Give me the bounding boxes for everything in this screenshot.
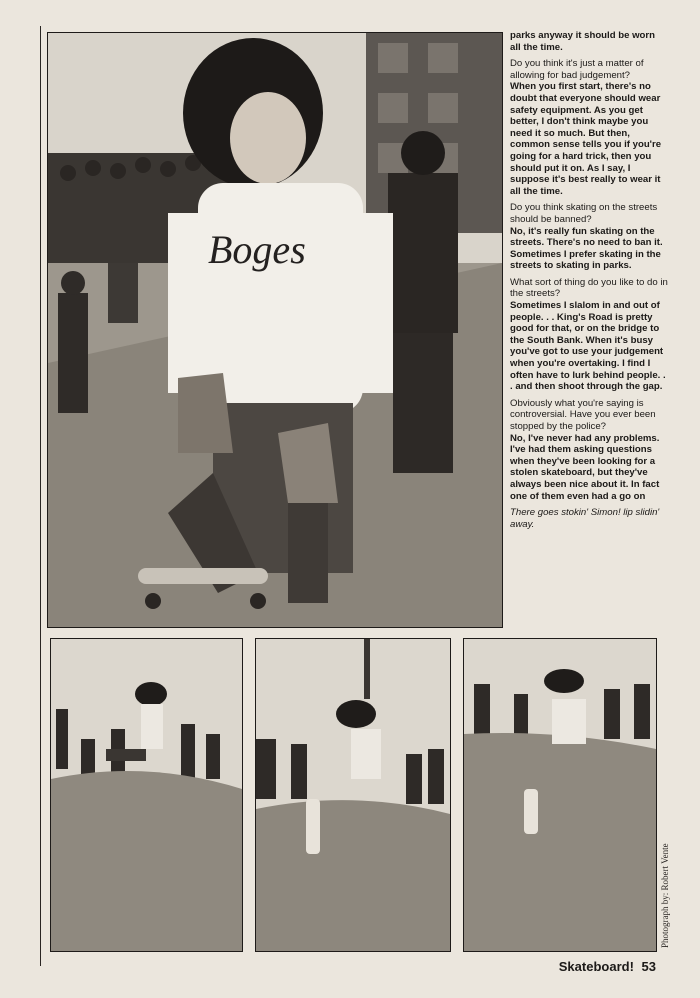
page-footer — [559, 959, 656, 974]
bowl-skater-illustration-2 — [256, 639, 450, 951]
strip-photo-2 — [255, 638, 451, 952]
question-text: Obviously what you're saying is controversial. Have you ever been stopped by the police? — [510, 397, 656, 432]
main-photo-skater-portrait — [47, 32, 503, 628]
paragraph-4 — [510, 277, 668, 393]
photo-caption: There goes stokin' Simon! lip slidin' away. — [510, 507, 660, 530]
answer-text: parks anyway it should be worn all the time. — [510, 30, 656, 53]
bowl-skater-illustration-3 — [464, 639, 656, 951]
column-rule — [40, 26, 41, 966]
paragraph-1 — [510, 30, 668, 53]
photo-credit: Photograph by: Robert Vente — [660, 843, 670, 948]
question-text: What sort of thing do you like to do in the streets? — [510, 276, 668, 300]
strip-photo-3 — [463, 638, 657, 952]
answer-text: No, I've never had any problems. I've had them asking questions when they've been looking for a stolen skateboard, but they've always been nice about it. In fact one of them even had a go on — [510, 432, 660, 502]
page-number: 53 — [641, 959, 656, 974]
answer-text: No, it's really fun skating on the streets. There's no need to ban it. Sometimes I prefer skating in the streets to skating in parks. — [510, 225, 663, 272]
paragraph-5 — [510, 398, 668, 502]
article-text-column — [510, 30, 668, 535]
question-text: Do you think it's just a matter of allowing for bad judgement? — [510, 58, 644, 81]
magazine-title: Skateboard! — [558, 959, 634, 974]
paragraph-3 — [510, 202, 668, 272]
shirt-logo-text: Boges — [208, 227, 306, 272]
question-text: Do you think skating on the streets should be banned? — [510, 202, 658, 225]
answer-text: When you first start, there's no doubt that everyone should wear safety equipment. As you get better, I don't think maybe you need it so much. But then, common sense tells you if you're going for a hard trick, then you should put it on. As I say, I suppose it's best really to wear it all the time. — [510, 81, 662, 197]
paragraph-2 — [510, 58, 668, 197]
skater-portrait-illustration — [48, 33, 502, 627]
bowl-skater-illustration-1 — [51, 639, 242, 951]
strip-photo-1 — [50, 638, 243, 952]
answer-text: Sometimes I slalom in and out of people. . . King's Road is pretty good for that, or on the bridge to the South Bank. When it's busy you've got to use your judgement when you're overtaking. I find I often have to lurk behind people. . . and then shoot through the gap. — [510, 300, 666, 393]
